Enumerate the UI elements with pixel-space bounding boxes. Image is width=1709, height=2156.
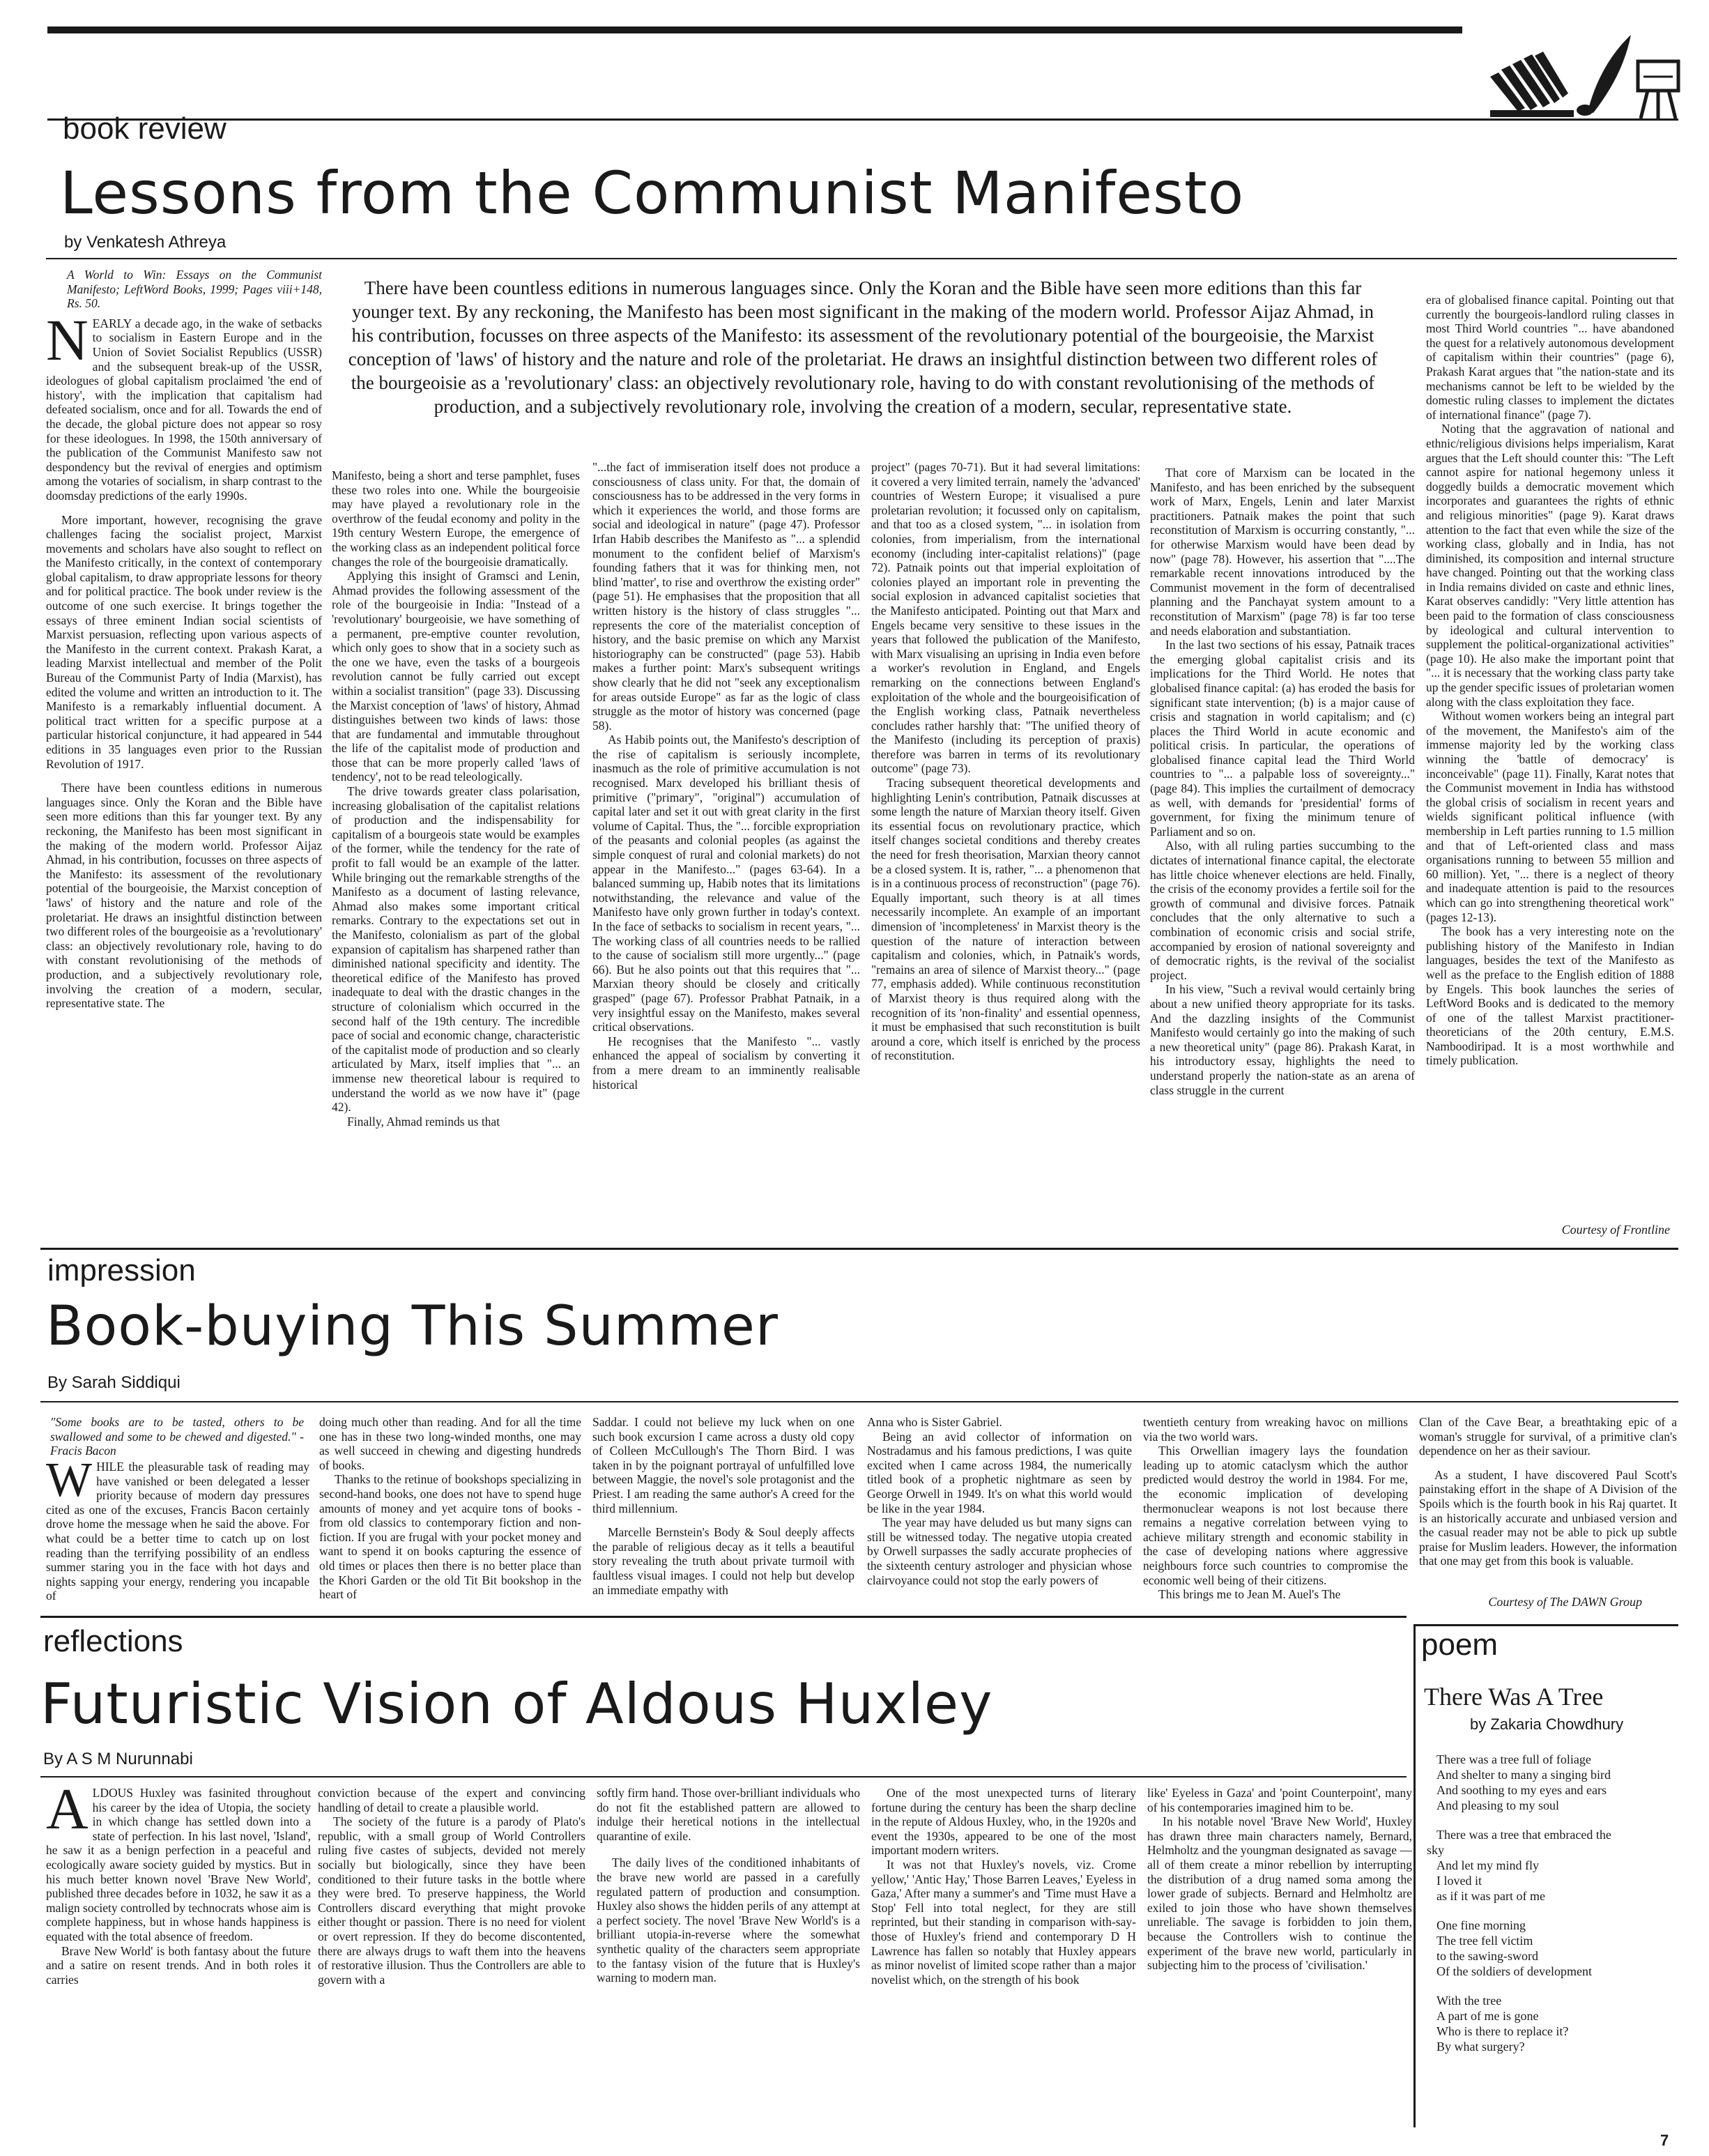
page-number: 7 (1660, 2132, 1669, 2149)
section-label-poem: poem (1421, 1628, 1499, 1662)
reflections-byline-rule (40, 1776, 1407, 1777)
review-title: Lessons from the Communist Manifesto (60, 159, 1245, 227)
logo-icons (1476, 21, 1685, 125)
review-col-3: "...the fact of immiseration itself does not produce a consciousness of class unity. For that, the domain of consciousness has to be addressed in the very forms in which it experiences the world, and those forms are social and ideological in nature" (page 47). Professor Irfan Habib describes the Manifesto as "... a splendid monument to the confident belief of Marxism's founding fathers that it was for thinking men, not blind 'matter', to rise and overthrow the existing order" (page 51). He emphasises that the proposition that all written history is the history of class struggles "... represents the core of the materialist conception of history, and the basic premise on which any Marxist historiography can be constructed" (page 53). Habib makes a further point: Marx's subsequent writings show clearly that he did not "seek any exceptionalism for areas outside Europe" as far as the logic of class struggle as the motor of history was concerned (page 58). As Habib points out, the Manifesto's description of the rise of capitalism is seriously incomplete, inasmuch as the role of primitive accumulation is not recognised. Marx developed his brilliant thesis of primitive ("primary", "original") accumulation of capital later and set it out with great clarity in the first volume of Capital. Thus, the "... forcible expropriation of the peasants and colonial peoples (as against the simple conquest of rural and colonial markets) do not appear in the Manifesto..." (pages 63-64). In a balanced summing up, Habib notes that its limitations notwithstanding, the relevance and value of the Manifesto have only grown further in today's context. In the face of setbacks to socialism in recent years, "... The working class of all countries needs to be rallied to the cause of socialism still more urgently..." (page 66). But he also points out that this requires that "... Marxian theory should be closely and critically grasped" (page 67). Professor Prabhat Patnaik, in a very insightful essay on the Manifesto, makes several critical observations. He recognises that the Manifesto "... vastly enhanced the appeal of socialism by converting it from a mere dream to an imminently realisable historical (592, 460, 860, 1092)
poem-stanza-1 (1436, 1752, 1673, 1813)
review-pull-quote: There have been countless editions in numerous languages since. Only the Koran and the Bible have seen more editions than this far younger text. By any reckoning, the Manifesto has been most significant in the making of the modern world. Professor Aijaz Ahmad, in his contribution, focusses on three aspects of the Manifesto: its assessment of the revolutionary potential of the bourgeoisie, the Marxist conception of 'laws' of history and the nature and role of the proletariat. He draws an insightful distinction between two different roles of the bourgeoisie as a 'revolutionary' class: an objectively revolutionary role, having to do with constant revolutionising of the methods of production, and a subjectively revolutionary role, involving the creation of a modern, secular, representative state. (348, 277, 1378, 417)
impression-epigraph: "Some books are to be tasted, others to be swallowed and some to be chewed and digested." - Fracis Bacon (50, 1415, 304, 1458)
poem-line: sky (1427, 1843, 1445, 1857)
top-hairline (47, 118, 1678, 121)
review-col1-p1: NEARLY a decade ago, in the wake of setbacks to socialism in Eastern Europe and in the Union of Soviet Socialist Republics (USSR) and the subsequent break-up of the USSR, ideologues of global capitalism proclaimed 'the end of history', with the implication that capitalism had defeated socialism, once and for all. Towards the end of the decade, the global picture does not appear so rosy for these ideologues. In 1998, the 150th anniversary of the publication of the Communist Manifesto saw not despondency but the revival of energies and optimism among the votaries of socialism, in sharp contrast to the doomsday predictions of the early 1990s. (46, 307, 322, 503)
reflections-title: Futuristic Vision of Aldous Huxley (40, 1672, 993, 1736)
poem-stanza-4 (1436, 1993, 1673, 2054)
review-byline-rule (46, 258, 1677, 259)
poem-line: And pleasing to my soul (1436, 1798, 1559, 1812)
impression-col-1: WHILE the pleasurable task of reading may have vanished or been delegated a lesser priority because of modern day pressures cited as one of the excuses, Francis Bacon certainly drove home the message when he said the above. For what could be a better time to catch up on lost reading than the terrifying possibility of an endless summer staring you in the face with hot days and nights sapping your energy, rendering you incapable of (46, 1460, 309, 1603)
poem-line: There was a tree that embraced the (1436, 1828, 1611, 1842)
poem-line: There was a tree full of foliage (1436, 1752, 1591, 1766)
impression-drop-cap: W (46, 1460, 93, 1507)
poem-line: And soothing to my eyes and ears (1436, 1783, 1607, 1797)
review-drop-cap: N (46, 307, 89, 373)
section-label-impression: impression (47, 1253, 196, 1287)
poem-line: With the tree (1436, 1994, 1502, 2008)
poem-line: And shelter to many a singing bird (1436, 1768, 1611, 1782)
impression-credit: Courtesy of The DAWN Group (1488, 1595, 1642, 1609)
reflections-col-2: conviction because of the expert and convincing handling of detail to create a plausible world. The society of the future is a parody of Plato's republic, with a small group of World Controllers ruling five castes of subjects, devided not merely socially but biologically, since they have been conditioned to their future tasks in the bottle where they were bred. To preserve happiness, the World Controllers discard everything that might provoke either thought or passion. There is no need for violent or overt repression. If they do become discontented, there are always drugs to waft them into the heavens of restorative illusion. Thus the Controllers are able to govern with a (318, 1786, 585, 1987)
impression-title: Book-buying This Summer (46, 1295, 779, 1358)
poem-line: A part of me is gone (1436, 2009, 1539, 2023)
poem-line: And let my mind fly (1436, 1858, 1539, 1872)
poem-stanza-2 (1427, 1827, 1673, 1904)
reflections-drop-cap: A (46, 1786, 89, 1842)
reflections-byline: By A S M Nurunnabi (43, 1750, 193, 1768)
impression-byline: By Sarah Siddiqui (47, 1373, 181, 1392)
poem-box (1413, 1624, 1678, 2127)
impression-col-5: twentieth century from wreaking havoc on millions via the two world wars. This Orwellian imagery lays the foundation leading up to atomic cataclysm which the author predicted would destroy the world in 1984. For me, the economic implication of developing thermonuclear weapons is not lost because there remains a negative correlation between vying to achieve military strength and economic stability in the case of developing nations where aggressive neighbours force such countries to compromise the economic well being of their citizens. This brings me to Jean M. Auel's The (1143, 1415, 1408, 1602)
poem-line: Of the soldiers of development (1436, 1964, 1592, 1978)
poem-line: The tree fell victim (1436, 1934, 1533, 1948)
poem-line: Who is there to replace it? (1436, 2024, 1569, 2038)
review-byline: by Venkatesh Athreya (64, 233, 227, 252)
poem-line: to the sawing-sword (1436, 1949, 1538, 1963)
top-banner-rule (47, 26, 1462, 33)
section-label-reflections: reflections (43, 1624, 183, 1658)
review-col-5: That core of Marxism can be located in the Manifesto, and has been enriched by the subsequent work of Marx, Engels, Lenin and later Marxist practitioners. Patnaik makes the point that such reconstitution of Marxism is occurring constantly, "... for otherwise Marxism would have been dead by now" (page 78). However, his assertion that "....The remarkable recent innovations introduced by the Communist movement in the form of decentralised planning and the Panchayat system amount to a reconstitution of Marxism" (page 78) is far too terse and needs elaboration and substantiation. In the last two sections of his essay, Patnaik traces the emerging global capitalist crisis and its implications for the Third World. He notes that globalised finance capital: (a) has eroded the basis for significant state intervention; (b) is a major cause of crisis and stagnation in world capitalism; and (c) places the Third World in acute economic and political crisis. In particular, the operations of globalised finance capital lead the Third World countries to "... a palpable loss of sovereignty..." (page 84). This implies the curtailment of democracy as well, with demands for 'presidential' forms of government, for fixing the minimum tenure of Parliament and so on. Also, with all ruling parties succumbing to the dictates of international finance capital, the electorate has little choice whenever elections are held. Finally, the crisis of the economy provides a fertile soil for the growth of communal and divisive forces. Patnaik concludes that the only alternative to such a combination of economic crisis and social strife, accompanied by erosion of national sovereignty and of democratic rights, is the revival of the socialist project. In his view, "Such a revival would certainly bring about a new unified theory appropriate for its tasks. And the dazzling insights of the Communist Manifesto would certainly go into the making of such a new theoretical unity" (page 86). Prakash Karat, in his introductory essay, highlights the need to understand properly the nation-state as an arena of class struggle in the current (1150, 466, 1415, 1097)
poem-stanza-3 (1436, 1918, 1673, 1979)
review-col1-p2: More important, however, recognising the grave challenges facing the socialist project, Marxist movements and scholars have also sought to reflect on the Manifesto critically, in the context of contemporary global capitalism, to draw appropriate lessons for theory and for political practice. The book under review is the outcome of one such exercise. It brings together the essays of three eminent Indian social scientists of Marxist persuasion, reflecting upon various aspects of the Manifesto in the current context. Prakash Karat, a leading Marxist intellectual and member of the Polit Bureau of the Communist Party of India (Marxist), has edited the volume and written an introduction to it. The Manifesto is a remarkably influential document. A political tract written for a specific purpose at a particular historical conjuncture, it had appeared in 544 editions in 35 languages even prior to the Russian Revolution of 1917. (46, 512, 322, 771)
reflections-col-1: ALDOUS Huxley was fasinited throughout his career by the idea of Utopia, the society in which change has settled down into a state of perfection. In his last novel, 'Island', he saw it as a benign perfection in a peaceful and ecologically aware society guided by mystics. But in his much better known novel 'Brave New World', published three decades before in 1032, he saw it as a malign society controlled by technocrats whose aim is complete happiness, but in whose hands happiness is equated with the total absence of freedom. Brave New World' is both fantasy about the future and a satire on resent trends. And in both roles it carries (46, 1786, 311, 1987)
review-col-6: era of globalised finance capital. Pointing out that currently the bourgeois-landlord ruling classes in most Third World countries "... have abandoned the quest for a relatively autonomous development of capitalism within their countries" (page 6), Prakash Karat argues that "the nation-state and its mechanisms cannot be left to be wielded by the domestic ruling classes to implement the dictates of international finance" (page 7). Noting that the aggravation of national and ethnic/religious divisions helps imperialism, Karat argues that the Left should counter this: "The Left cannot aspire for national hegemony unless it doggedly builds a democratic movement which incorporates and guarantees the rights of ethnic and religious minorities" (page 9). Karat draws attention to the fact that even while the size of the working class, globally and in India, has not diminished, its composition and internal structure have changed. Pointing out that the working class in India remains divided on caste and ethnic lines, Karat observes candidly: "Very little attention has been paid to the formation of class consciousness by ideological and cultural intervention to supplement the political-organizational activities" (page 10). He also make the important point that "... it is necessary that the working class party take up the gender specific issues of proletarian women along with the class exploitation they face. Without women workers being an integral part of the movement, the Manifesto's aim of the immense majority led by the working class winning the 'battle of democracy' is inconceivable" (page 11). Finally, Karat notes that the Communist movement in India has withstood the global crisis of socialism in recent years and wields significant political influence (with membership in Left parties running to 1.5 million and that of Left-oriented class and mass organisations running to between 55 million and 60 million). Yet, "... there is a neglect of theory and inadequate attention is paid to the resources which can go into strengthening theoretical work" (pages 12-13). The book has a very interesting note on the publishing history of the Manifesto in Indian languages, besides the text of the Manifesto as well as the preface to the English edition of 1888 by Engels. This book launches the series of LeftWord Books and is dedicated to the memory of one of the tallest Marxist practitioner-theoreticians of the 20th century, E.M.S. Namboodiripad. It is a most worthwhile and timely publication. (1426, 293, 1674, 1068)
quill-pen-icon (1577, 35, 1631, 116)
reflections-col-4: One of the most unexpected turns of literary fortune during the century has been the sharp decline in the repute of Aldous Huxley, who, in the 1920s and event the 1930s, appeared to be one of the most important modern writers. It was not that Huxley's novels, viz. Crome yellow,' 'Antic Hay,' Those Barren Leaves,' Eyeless in Gaza,' After many a summer's and 'Time must Have a Stop' Fell into total neglect, for they are still reprinted, but their standing in comparison with-say-those of Huxley's friend and contemporary D H Lawrence has fallen so notably that Huxley appears as minor novelist of limited scope rather than a major novelist which, on the strength of his book (871, 1786, 1136, 1987)
reflections-col-5: like' Eyeless in Gaza' and 'point Counterpoint', many of his contemporaries imagined him to be. In his notable novel 'Brave New World', Huxley has drawn three main characters namely, Bernard, Helmholtz and the youngman designated as savage — all of them create a minor rebellion by interrupting the distribution of a drug named soma among the lower grade of subjects. Bernard and Helmholtz are exiled to join those who have shown themselves unreliable. The savage is forbidden to join them, because the Controllers wish to continue the experiment of the brave new world, particularly in subjecting him to the process of 'civilisation.' (1147, 1786, 1412, 1973)
reflections-col-3: softly firm hand. Those over-brilliant individuals who do not fit the established pattern are allowed to indulge their heretical notions in the intellectual quarantine of exile. The daily lives of the conditioned inhabitants of the brave new world are passed in a carefully regulated pattern of production and consumption. Huxley also shows the hidden perils of any attempt at a perfect society. The novel 'Brave New World's is a brilliant utopia-in-reverse where the somewhat synthetic quality of the characters seem appropriate to the fantasy vision of the future that is Huxley's warning to modern man. (597, 1786, 860, 1985)
impression-col-2: doing much other than reading. And for all the time one has in these two long-winded months, one may as well succeed in chewing and digesting hundreds of books. Thanks to the retinue of bookshops specializing in second-hand books, one does not have to spend huge amounts of money and yet acquire tons of books - from old classics to contemporary fiction and non-fiction. If you are frugal with your pocket money and want to spend it on books capturing the essence of old times or places then there is no better place than the Khori Garden or the old Tit Bit bookshop in the heart of (319, 1415, 581, 1602)
review-book-info: A World to Win: Essays on the Communist Manifesto; LeftWord Books, 1999; Pages viii+148, Rs. 50. (67, 268, 322, 311)
impression-bottom-rule (40, 1616, 1407, 1618)
impression-col-3: Saddar. I could not believe my luck when on one such book excursion I came across a dusty old copy of Colleen McCullough's The Thorn Bird. I was taken in by the poignant portrayal of unfulfilled love between Maggie, the novel's sole protagonist and the Priest. I am reading the same author's A creed for the third millennium. Marcelle Bernstein's Body & Soul deeply affects the parable of religious decay as it tells a beautiful story revealing the truth about private turmoil with faultless visual images. I could not help but develop an immediate empathy with (592, 1415, 855, 1597)
poem-byline: by Zakaria Chowdhury (1470, 1715, 1624, 1733)
easel-icon (1638, 61, 1678, 118)
review-col-1 (46, 268, 322, 1244)
impression-col-4: Anna who is Sister Gabriel. Being an avid collector of information on Nostradamus and his famous predictions, I was quite excited when I came across 1984, the numerically titled book of a prophetic nightmare as seen by George Orwell in 1949. It's on what this world would be like in the year 1984. The year may have deluded us but many signs can still be witnessed today. The negative utopia created by Orwell surpasses the sadly accurate prophecies of the sixteenth century astrologer and physician whose clairvoyance could not stop the early powers of (867, 1415, 1132, 1587)
review-col-4: project" (pages 70-71). But it had several limitations: it covered a very limited terrain, namely the 'advanced' countries of Western Europe; it visualised a pure proletarian revolution; it focussed only on capitalism, and that too as a closed system, "... in isolation from colonies, from imperialism, from the international economy (including inter-capitalist relations)" (page 72). Patnaik points out that imperial exploitation of colonies played an important role in preventing the social explosion in advanced capitalist societies that the Manifesto anticipated. Pointing out that Marx and Engels became very sensitive to these issues in the years that followed the publication of the Manifesto, with Marx visualising an uprising in India even before a worker's revolution in England, and Engels remarking on the connections between England's exploitation of the whole and the bourgeoisification of the English working class, Patnaik nevertheless concludes rather harshly that: "The unified theory of the Manifesto (including its perception of praxis) therefore was barren in terms of its revolutionary outcome" (page 73). Tracing subsequent theoretical developments and highlighting Lenin's contribution, Patnaik discusses at some length the nature of Marxian theory itself. Given its essential focus on revolutionary practice, which itself changes societal conditions and thereby creates the need for fresh theorisation, Marxian theory cannot be a closed system. It is, rather, "... a phenomenon that is in a continuous process of reconstruction" (page 76). Equally important, such theory is at all times necessarily incomplete. An example of an important dimension of 'incompleteness' in Marxist theory is the question of the nature of interaction between capitalism and colonies, which, in Patnaik's words, "remains an area of silence of Marxist theory..." (page 77, emphasis added). While continuous reconstitution of Marxist theory is thus required along with the recognition of its 'non-finality' and essential openness, it must be emphasised that such reconstitution is built around a core, which itself is enriched by the process of reconstitution. (871, 460, 1140, 1063)
impression-col-6: Clan of the Cave Bear, a breathtaking epic of a woman's struggle for survival, of a primitive clan's dependence on her as their saviour. As a student, I have discovered Paul Scott's painstaking effort in the shape of A Division of the Spoils which is the fourth book in his Raj quartet. It is an historically accurate and unbiased version and the casual reader may not be able to pick up subtle praise for Muslim leaders. However, the information that one may get from this book is valuable. (1419, 1415, 1677, 1568)
review-col1-p3: There have been countless editions in numerous languages since. Only the Koran and the Bible have seen more editions than this far younger text. By any reckoning, the Manifesto has been most significant in the making of the modern world. Professor Aijaz Ahmad, in his contribution, focusses on three aspects of the Manifesto: its assessment of the revolutionary potential of the bourgeoisie, the Marxist conception of 'laws' of history and the nature and role of the proletariat. He draws an insightful distinction between two different roles of the bourgeoisie as a 'revolutionary' class: an objectively revolutionary role, having to do with constant revolutionising of the methods of production, and a subjectively revolutionary role, involving the creation of a modern, secular, representative state. The (46, 781, 322, 1011)
review-credit: Courtesy of Frontline (1561, 1223, 1670, 1237)
review-bottom-rule (40, 1248, 1678, 1250)
books-icon (1490, 52, 1574, 117)
poem-line: as if it was part of me (1436, 1889, 1545, 1903)
poem-title: There Was A Tree (1424, 1683, 1604, 1711)
section-label-book-review: book review (63, 112, 227, 146)
impression-byline-rule (40, 1401, 1678, 1402)
poem-line: One fine morning (1436, 1918, 1526, 1932)
review-col-2: Manifesto, being a short and terse pamphlet, fuses these two roles into one. While the bourgeoisie may have played a revolutionary role in the overthrow of the feudal economy and polity in the 19th century Western Europe, the emergence of the working class as an independent political force changes the role of the bourgeoisie dramatically. Applying this insight of Gramsci and Lenin, Ahmad provides the following assessment of the role of the bourgeoisie in India: "Instead of a 'revolutionary' bourgeoisie, we have something of a permanent, pre-emptive counter revolution, which only goes to show that in a society such as the one we have, even the tasks of a bourgeois revolution cannot be fully carried out except within a socialist transition" (page 33). Discussing the Marxist conception of 'laws' of history, Ahmad distinguishes between two kinds of laws: those that are fundamental and immutable throughout the life of the capitalist mode of production and those that can be more properly called 'laws of tendency', not to be read teleologically. The drive towards greater class polarisation, increasing globalisation of the capitalist relations of production and the indispensability for capitalism of a bourgeois state would be examples of the former, while the tendency for the rate of profit to fall would be an example of the latter. While bringing out the remarkable strengths of the Manifesto as a document of lasting relevance, Ahmad also makes some important critical remarks. Contrary to the expectations set out in the Manifesto, colonialism as part of the global expansion of capitalism has sharpened rather than diminished national specificity and identity. The theoretical edifice of the Manifesto has proved inadequate to deal with the drastic changes in the structure of colonialism which occurred in the second half of the 19th century. The incredible pace of social and economic change, characteristic of the capitalist mode of production and so clearly articulated by Marx, itself implies that "... an immense new theoretical labour is required to understand the world as we now have it" (page 42). Finally, Ahmad reminds us that (332, 468, 580, 1129)
poem-line: By what surgery? (1436, 2040, 1525, 2054)
poem-body (1427, 1752, 1673, 2068)
poem-line: I loved it (1436, 1874, 1482, 1888)
